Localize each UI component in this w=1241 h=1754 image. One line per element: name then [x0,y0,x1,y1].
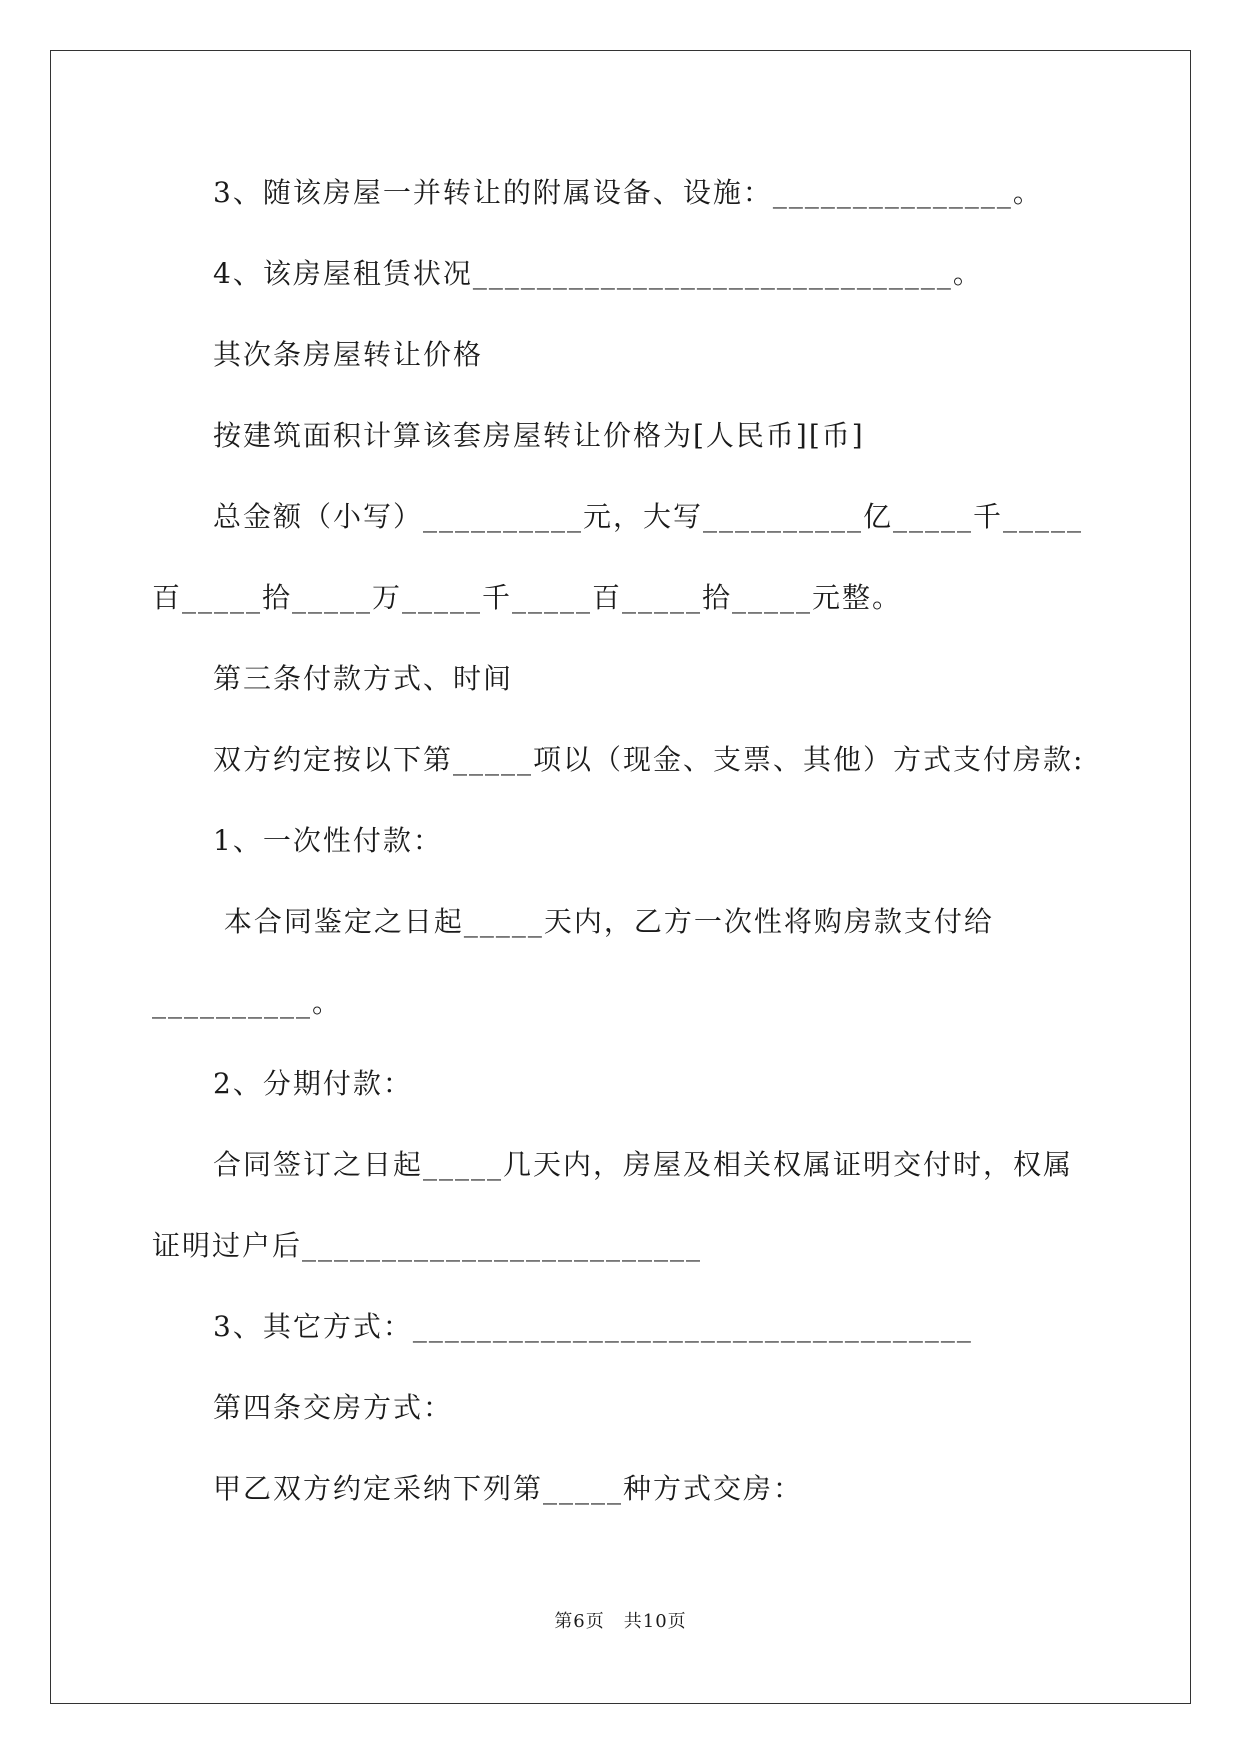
payment-agreement-text: 双方约定按以下第_____项以（现金、支票、其他）方式支付房款: [213,743,1085,776]
total-amount-continued: 百_____拾_____万_____千_____百_____拾_____元整。 [152,581,903,614]
article-4-heading: 第四条交房方式： [213,1391,454,1424]
lump-sum-payee-line: __________。 [152,986,343,1019]
other-payment-method: 3、其它方式：___________________________________ [213,1310,973,1343]
clause-3-attached-facilities: 3、随该房屋一并转让的附属设备、设施：_______________。 [213,176,1043,209]
installment-payment-continued: 证明过户后_________________________ [152,1229,703,1262]
clause-4-lease-status: 4、该房屋租赁状况______________________________。 [213,257,983,290]
lump-sum-payment-heading: 1、一次性付款： [213,824,443,857]
price-basis-text: 按建筑面积计算该套房屋转让价格为[人民币][币] [213,419,865,452]
delivery-method-text: 甲乙双方约定采纳下列第_____种方式交房： [213,1472,804,1505]
page-border [50,50,1191,1704]
lump-sum-payment-text: 本合同鉴定之日起_____天内，乙方一次性将购房款支付给 [213,905,994,938]
installment-payment-text: 合同签订之日起_____几天内，房屋及相关权属证明交付时，权属 [213,1148,1074,1181]
installment-payment-heading: 2、分期付款： [213,1067,413,1100]
page-number-footer: 第6页 共10页 [554,1611,687,1632]
article-3-heading: 第三条付款方式、时间 [213,662,514,695]
total-amount-line: 总金额（小写）__________元，大写__________亿_____千_____ [213,500,1084,533]
article-2-heading: 其次条房屋转让价格 [213,338,484,371]
